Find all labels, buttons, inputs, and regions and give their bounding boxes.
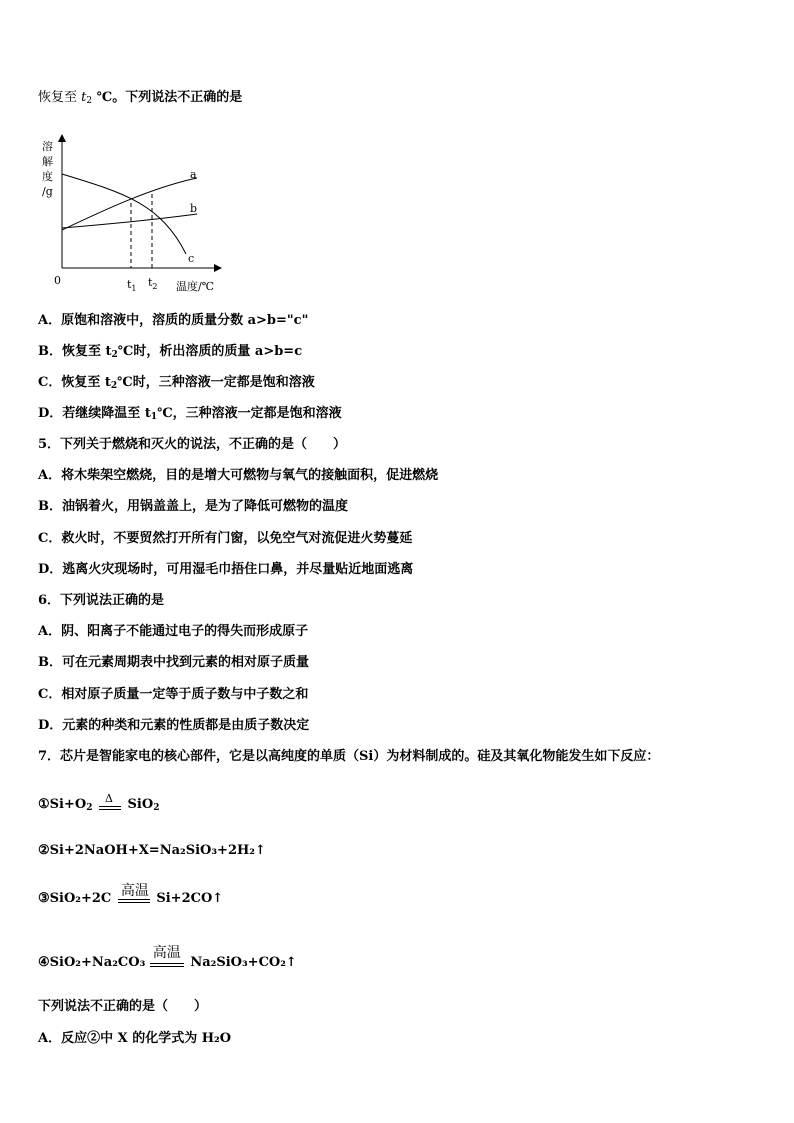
eq4-condition: 高温 — [152, 945, 181, 961]
equation-1: $①Si+O_2$ Δ SiO$_2$ — [38, 792, 160, 813]
eq1-right: SiO — [127, 797, 154, 812]
y-label-1: 溶 — [42, 140, 53, 153]
equation-4 — [38, 945, 297, 970]
q4-b-post: ℃时，析出溶质的质量 a>b=c — [117, 344, 303, 359]
eq3-left: ③SiO₂+2C — [38, 891, 112, 906]
t1-label: $t_1$ — [127, 278, 137, 293]
eq1-left: ①Si+O — [38, 797, 87, 812]
y-label-3: 度 — [42, 170, 53, 183]
q4-c-t: t — [104, 375, 111, 390]
curve-a-label: a — [190, 168, 197, 181]
q6-option-a: A．阴、阳离子不能通过电子的得失而形成原子 — [38, 624, 309, 639]
eq3-condition: 高温 — [120, 883, 149, 899]
equation-3 — [38, 883, 224, 906]
q4-b-pre: B．恢复至 — [38, 344, 106, 359]
q7-option-a: A．反应②中 X 的化学式为 H₂O — [38, 1031, 232, 1046]
curve-b-label: b — [190, 202, 198, 215]
eq4-right: Na₂SiO₃+CO₂↑ — [190, 955, 297, 970]
q4-option-b — [38, 344, 302, 360]
q4-d-t: t — [144, 406, 151, 421]
intro-text-post: ℃。下列说法不正确的是 — [92, 90, 243, 105]
q5-stem: 5．下列关于燃烧和灭火的说法，不正确的是（ ） — [38, 437, 347, 452]
q6-option-b: B．可在元素周期表中找到元素的相对原子质量 — [38, 655, 309, 670]
y-label-2: 解 — [42, 155, 53, 168]
q4-d-pre: D．若继续降温至 — [38, 406, 145, 421]
t2-label: $t_2$ — [148, 276, 158, 291]
q7-question: 下列说法不正确的是（ ） — [38, 999, 208, 1014]
q5-option-b: B．油锅着火，用锅盖盖上，是为了降低可燃物的温度 — [38, 499, 348, 514]
eq3-right: Si+2CO↑ — [156, 891, 224, 906]
q4-d-sub: 1 — [150, 412, 158, 422]
intro-t: t — [81, 90, 87, 105]
q4-option-c — [38, 375, 315, 391]
q4-d-post: ℃，三种溶液一定都是饱和溶液 — [157, 406, 342, 421]
solubility-chart — [30, 132, 270, 302]
equation-2: ②Si+2NaOH+X=Na₂SiO₃+2H₂↑ — [38, 843, 266, 858]
q5-option-d: D．逃离火灾现场时，可用湿毛巾捂住口鼻，并尽量贴近地面逃离 — [38, 562, 414, 577]
q6-option-c: C．相对原子质量一定等于质子数与中子数之和 — [38, 687, 309, 702]
q4-b-t: t — [105, 344, 112, 359]
eq1-condition: Δ — [105, 792, 113, 805]
y-label-4: /g — [42, 185, 53, 198]
q6-option-d: D．元素的种类和元素的性质都是由质子数决定 — [38, 718, 310, 733]
q7-stem: 7．芯片是智能家电的核心部件，它是以高纯度的单质（Si）为材料制成的。硅及其氧化物能发生如下反应： — [38, 749, 660, 764]
q4-b-sub: 2 — [111, 350, 118, 360]
x-axis-label: 温度/℃ — [176, 280, 215, 293]
q4-c-post: ℃时，三种溶液一定都是饱和溶液 — [117, 375, 315, 390]
intro-t-sub: 2 — [86, 96, 93, 106]
intro-line — [38, 90, 242, 106]
q4-c-pre: C．恢复至 — [38, 375, 105, 390]
q5-option-c: C．救火时，不要贸然打开所有门窗，以免空气对流促进火势蔓延 — [38, 531, 413, 546]
origin-label: 0 — [54, 274, 61, 287]
q4-c-sub: 2 — [110, 381, 118, 391]
q4-option-a: A．原饱和溶液中，溶质的质量分数 a>b="c" — [38, 313, 309, 328]
q4-option-d — [38, 406, 342, 422]
eq4-left: ④SiO₂+Na₂CO₃ — [38, 955, 146, 970]
intro-text-pre: 恢复至 — [38, 90, 82, 105]
q5-option-a: A．将木柴架空燃烧，目的是增大可燃物与氧气的接触面积，促进燃烧 — [38, 468, 439, 483]
q6-stem: 6．下列说法正确的是 — [38, 593, 165, 608]
curve-c-label: c — [188, 252, 195, 265]
